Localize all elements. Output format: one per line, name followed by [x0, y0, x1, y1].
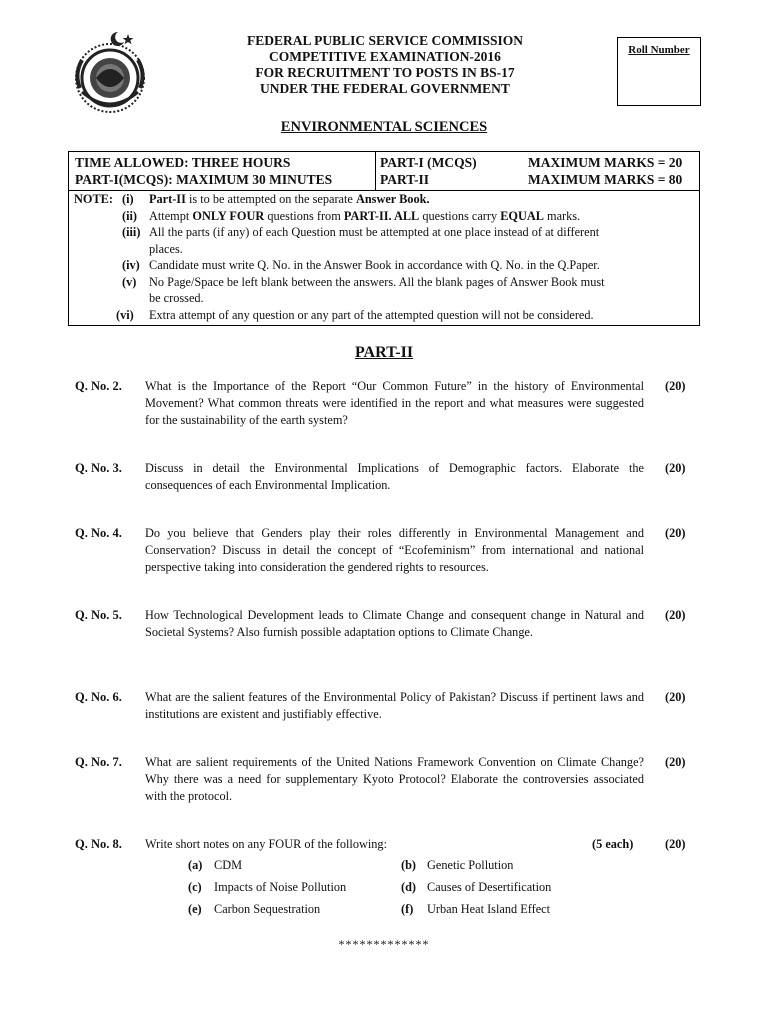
option-b: (b) Genetic Pollution: [401, 858, 514, 872]
notes-list: [69, 191, 699, 323]
note-item-label: (v): [122, 274, 137, 289]
question-text: What are salient requirements of the United Nations Framework Convention on Climate Change? Why there was a need for supplementary Kyoto Protocol? Elaborate the controversies associated with the protocol.: [145, 755, 644, 803]
roll-number-box[interactable]: [617, 37, 701, 106]
roll-number-label: Roll Number: [628, 44, 690, 56]
note-item-text: Candidate must write Q. No. in the Answer Book in accordance with Q. No. in the Q.Paper.: [149, 258, 600, 272]
note-item-5-cont: [69, 290, 699, 307]
note-item-label: (vi): [116, 307, 134, 322]
note-item-text: Attempt ONLY FOUR questions from PART-II. ALL questions carry EQUAL marks.: [149, 208, 581, 223]
header-line-2: COMPETITIVE EXAMINATION-2016: [269, 49, 501, 64]
option-f: (f) Urban Heat Island Effect: [401, 902, 551, 916]
question-text: Do you believe that Genders play their roles differently in Environmental Management and Conservation? Discuss in detail the concept of “Ecofeminism” from international and national perspective taking into consideration the gendered rights to resources.: [145, 526, 644, 574]
note-item-2: [69, 208, 699, 225]
question-text: Write short notes on any FOUR of the following:: [145, 837, 387, 851]
question-number: Q. No. 2.: [75, 379, 122, 393]
note-item-label: (i): [122, 192, 134, 206]
note-item-text: No Page/Space be left blank between the answers. All the blank pages of Answer Book must: [149, 274, 605, 289]
question-number: Q. No. 8.: [75, 837, 122, 851]
question-marks: (20): [665, 755, 686, 769]
exam-header: [190, 33, 580, 97]
part-title: PART-II: [354, 344, 414, 361]
question-marks: (20): [665, 837, 686, 851]
question-text: What is the Importance of the Report “Our Common Future” in the history of Environmental Movement? What common threats were identified in the report and what measures were suggested for the sustainability of the earth system?: [145, 379, 644, 427]
question-number: Q. No. 4.: [75, 526, 122, 540]
fpsc-logo: [66, 28, 154, 118]
question-text: How Technological Development leads to Climate Change and consequent change in Natural and Societal Systems? Also furnish possible adaptation options to Climate Change.: [145, 608, 644, 639]
option-d: (d) Causes of Desertification: [401, 880, 552, 894]
question-marks: (20): [665, 608, 686, 622]
part2-marks: MAXIMUM MARKS = 80: [528, 172, 683, 187]
option-c: (c) Impacts of Noise Pollution: [188, 880, 347, 894]
note-item-label: (ii): [122, 208, 138, 223]
question-marks: (20): [665, 379, 686, 393]
note-item-label: (iv): [122, 258, 140, 272]
header-line-4: UNDER THE FEDERAL GOVERNMENT: [260, 81, 510, 96]
end-marker: *************: [338, 937, 430, 951]
note-label: NOTE:: [74, 192, 113, 206]
column-divider: [375, 152, 376, 190]
mcqs-time: PART-I(MCQS): MAXIMUM 30 MINUTES: [75, 172, 333, 187]
question-text: What are the salient features of the Environmental Policy of Pakistan? Discuss if pertinent laws and institutions are existent and justifiably effective.: [145, 690, 644, 721]
header-line-1: FEDERAL PUBLIC SERVICE COMMISSION: [247, 33, 523, 48]
note-item-text: All the parts (if any) of each Question must be attempted at one place instead of at different: [149, 225, 600, 239]
header-line-3: FOR RECRUITMENT TO POSTS IN BS-17: [255, 65, 515, 80]
question-number: Q. No. 5.: [75, 608, 122, 622]
time-allowed: TIME ALLOWED: THREE HOURS: [75, 155, 291, 170]
option-e: (e) Carbon Sequestration: [188, 902, 321, 916]
part1-label: PART-I (MCQS): [380, 155, 477, 170]
question-number: Q. No. 3.: [75, 461, 122, 475]
question-marks: (20): [665, 690, 686, 704]
note-item-5: [69, 274, 699, 291]
note-item-text: Part-II is to be attempted on the separate Answer Book.: [149, 192, 430, 206]
note-item-text: places.: [149, 241, 183, 256]
note-item-3: [69, 224, 699, 241]
question-number: Q. No. 7.: [75, 755, 122, 769]
subject-title: ENVIRONMENTAL SCIENCES: [280, 119, 488, 135]
question-marks: (20): [665, 526, 686, 540]
question-text: Discuss in detail the Environmental Implications of Demographic factors. Elaborate the consequences of each Environmental Implication.: [145, 461, 644, 492]
note-item-6: [69, 307, 699, 324]
part1-marks: MAXIMUM MARKS = 20: [528, 155, 683, 170]
question-number: Q. No. 6.: [75, 690, 122, 704]
note-item-4: [69, 257, 699, 274]
note-item-1: [69, 191, 699, 208]
question-sub-marks: (5 each): [592, 837, 634, 851]
note-item-3-cont: [69, 241, 699, 258]
part2-label: PART-II: [380, 172, 430, 187]
time-marks-row: [69, 152, 699, 191]
question-marks: (20): [665, 461, 686, 475]
note-item-text: Extra attempt of any question or any part of the attempted question will not be considered.: [149, 307, 594, 322]
exam-info-box: [68, 151, 700, 326]
note-item-label: (iii): [122, 225, 141, 239]
option-a: (a) CDM: [188, 858, 243, 872]
note-item-text: be crossed.: [149, 291, 204, 305]
